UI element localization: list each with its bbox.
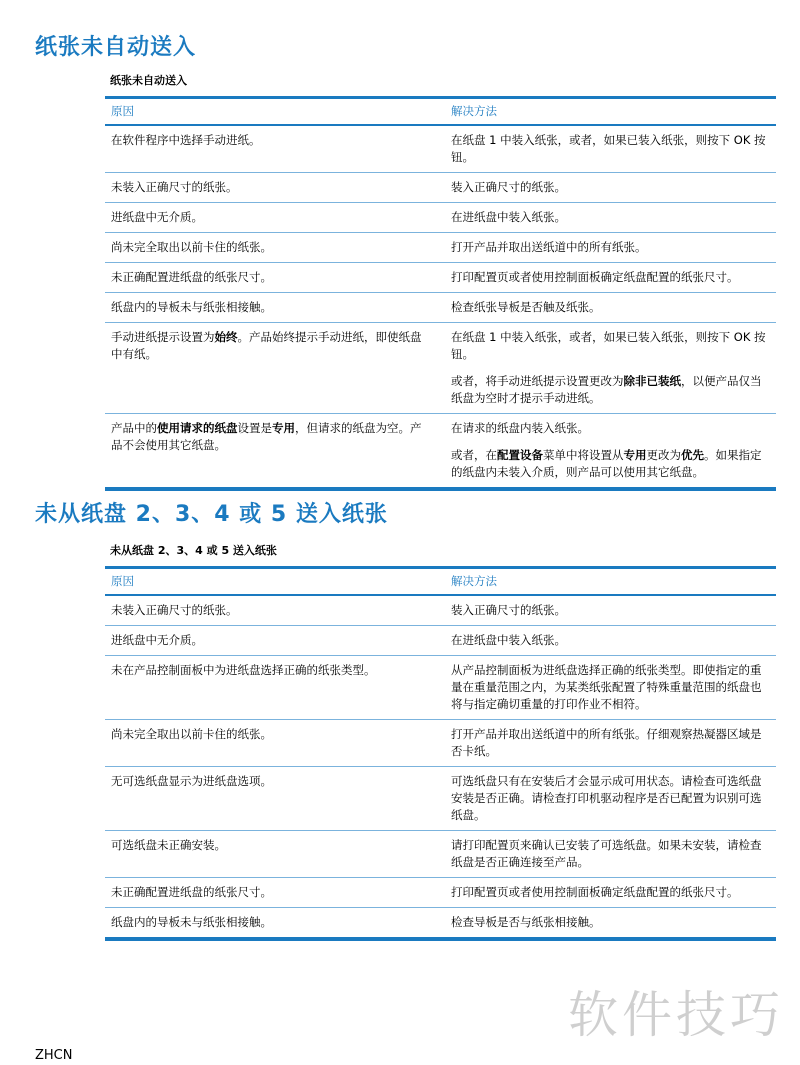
text-segment: 打开产品并取出送纸道中的所有纸张。 (451, 240, 647, 254)
solution-cell (443, 323, 776, 414)
table-row (105, 323, 776, 414)
emphasis-text: 专用 (623, 448, 647, 462)
text-segment: 或者，在 (451, 448, 497, 462)
text-segment: 打开产品并取出送纸道中的所有纸张。仔细观察热凝器区域是否卡纸。 (451, 727, 762, 758)
solution-cell (443, 263, 776, 293)
cause-cell (105, 626, 443, 656)
solution-paragraph (451, 329, 770, 363)
solution-paragraph (451, 420, 770, 437)
text-segment: ，以便产品仅当纸盘为空时才提示手动进纸。 (451, 374, 762, 405)
text-segment: 装入正确尺寸的纸张。 (451, 603, 566, 617)
solution-cell (443, 720, 776, 767)
text-segment: 请打印配置页来确认已安装了可选纸盘。如果未安装，请检查纸盘是否正确连接至产品。 (451, 838, 762, 869)
text-segment: 未装入正确尺寸的纸张。 (111, 180, 238, 194)
text-segment: 在进纸盘中装入纸张。 (451, 210, 566, 224)
solution-paragraph (451, 726, 770, 760)
solution-cell (443, 595, 776, 626)
table-row (105, 595, 776, 626)
text-segment: 在进纸盘中装入纸张。 (451, 633, 566, 647)
text-segment: 进纸盘中无介质。 (111, 633, 203, 647)
text-segment: 在软件程序中选择手动进纸。 (111, 133, 261, 147)
text-segment: 。产品始终提示手动进纸，即使纸盘中有纸。 (111, 330, 422, 361)
solution-paragraph (451, 179, 770, 196)
solution-paragraph (451, 602, 770, 619)
cause-cell (105, 263, 443, 293)
cause-cell (105, 323, 443, 414)
text-segment: 未正确配置进纸盘的纸张尺寸。 (111, 270, 272, 284)
emphasis-text: 除非已装纸 (623, 374, 681, 388)
text-segment: 可选纸盘未正确安装。 (111, 838, 226, 852)
solution-cell (443, 203, 776, 233)
solution-paragraph (451, 773, 770, 824)
table-row (105, 831, 776, 878)
solution-paragraph (451, 269, 770, 286)
solution-cell (443, 125, 776, 173)
section1-table (105, 96, 776, 491)
section2-table-caption: 未从纸盘 2、3、4 或 5 送入纸张 (110, 544, 277, 557)
table-row (105, 293, 776, 323)
text-segment: 打印配置页或者使用控制面板确定纸盘配置的纸张尺寸。 (451, 270, 739, 284)
text-segment: 手动进纸提示设置为 (111, 330, 215, 344)
solution-cell (443, 878, 776, 908)
text-segment: 尚未完全取出以前卡住的纸张。 (111, 240, 272, 254)
text-segment: 检查纸张导板是否触及纸张。 (451, 300, 601, 314)
text-segment: 产品中的 (111, 421, 157, 435)
column-header-solution: 解决方法 (443, 98, 776, 126)
column-header-cause: 原因 (105, 568, 443, 596)
text-segment: 设置是 (237, 421, 272, 435)
emphasis-text: 使用请求的纸盘 (157, 421, 238, 435)
cause-cell (105, 125, 443, 173)
cause-cell (105, 831, 443, 878)
column-header-cause: 原因 (105, 98, 443, 126)
emphasis-text: 始终 (214, 330, 238, 344)
text-segment: 打印配置页或者使用控制面板确定纸盘配置的纸张尺寸。 (451, 885, 739, 899)
solution-paragraph (451, 662, 770, 713)
cause-cell (105, 293, 443, 323)
text-segment: 在纸盘 1 中装入纸张，或者，如果已装入纸张，则按下 OK 按钮。 (451, 330, 766, 361)
table-row (105, 908, 776, 940)
table-row (105, 263, 776, 293)
cause-cell (105, 878, 443, 908)
section2-heading: 未从纸盘 2、3、4 或 5 送入纸张 (35, 502, 388, 527)
solution-cell (443, 656, 776, 720)
solution-cell (443, 293, 776, 323)
cause-cell (105, 656, 443, 720)
text-segment: ，但请求的纸盘为空。产品不会使用其它纸盘。 (111, 421, 422, 452)
table-row (105, 767, 776, 831)
cause-cell (105, 595, 443, 626)
text-segment: 从产品控制面板为进纸盘选择正确的纸张类型。即使指定的重量在重量范围之内，为某类纸张配置了特殊重量范围的纸盘也将与指定确切重量的打印作业不相符。 (451, 663, 762, 711)
text-segment: 未装入正确尺寸的纸张。 (111, 603, 238, 617)
column-header-solution: 解决方法 (443, 568, 776, 596)
text-segment: 菜单中将设置从 (543, 448, 624, 462)
solution-cell (443, 908, 776, 940)
section1-table-caption: 纸张未自动送入 (110, 74, 187, 87)
text-segment: 或者，将手动进纸提示设置更改为 (451, 374, 624, 388)
cause-cell (105, 173, 443, 203)
emphasis-text: 配置设备 (497, 448, 543, 462)
solution-cell (443, 767, 776, 831)
table-row (105, 720, 776, 767)
watermark-logo: 软件技巧 (568, 986, 784, 1044)
text-segment: 纸盘内的导板未与纸张相接触。 (111, 300, 272, 314)
cause-cell (105, 203, 443, 233)
cause-cell (105, 720, 443, 767)
solution-cell (443, 233, 776, 263)
text-segment: 尚未完全取出以前卡住的纸张。 (111, 727, 272, 741)
table-row (105, 203, 776, 233)
table-row (105, 125, 776, 173)
section1-heading: 纸张未自动送入 (35, 35, 197, 60)
page-footer: ZHCN (35, 1048, 73, 1063)
text-segment: 进纸盘中无介质。 (111, 210, 203, 224)
solution-cell (443, 414, 776, 490)
solution-cell (443, 626, 776, 656)
solution-paragraph (451, 132, 770, 166)
table-row (105, 233, 776, 263)
table-row (105, 173, 776, 203)
text-segment: 在请求的纸盘内装入纸张。 (451, 421, 589, 435)
cause-cell (105, 414, 443, 490)
solution-paragraph (451, 209, 770, 226)
text-segment: 未在产品控制面板中为进纸盘选择正确的纸张类型。 (111, 663, 376, 677)
solution-paragraph (451, 373, 770, 407)
solution-paragraph (451, 447, 770, 481)
cause-cell (105, 908, 443, 940)
text-segment: 更改为 (646, 448, 681, 462)
table-row (105, 626, 776, 656)
text-segment: 无可选纸盘显示为进纸盘选项。 (111, 774, 272, 788)
text-segment: 未正确配置进纸盘的纸张尺寸。 (111, 885, 272, 899)
text-segment: 。如果指定的纸盘内未装入介质，则产品可以使用其它纸盘。 (451, 448, 762, 479)
text-segment: 纸盘内的导板未与纸张相接触。 (111, 915, 272, 929)
table-row (105, 656, 776, 720)
solution-paragraph (451, 837, 770, 871)
cause-cell (105, 767, 443, 831)
table-row (105, 414, 776, 490)
table-row (105, 878, 776, 908)
text-segment: 装入正确尺寸的纸张。 (451, 180, 566, 194)
solution-paragraph (451, 632, 770, 649)
solution-paragraph (451, 914, 770, 931)
solution-cell (443, 173, 776, 203)
solution-paragraph (451, 299, 770, 316)
solution-cell (443, 831, 776, 878)
solution-paragraph (451, 239, 770, 256)
text-segment: 在纸盘 1 中装入纸张，或者，如果已装入纸张，则按下 OK 按钮。 (451, 133, 766, 164)
cause-cell (105, 233, 443, 263)
section2-table (105, 566, 776, 941)
solution-paragraph (451, 884, 770, 901)
emphasis-text: 优先 (681, 448, 704, 462)
text-segment: 可选纸盘只有在安装后才会显示成可用状态。请检查可选纸盘安装是否正确。请检查打印机驱动程序是否已配置为识别可选纸盘。 (451, 774, 762, 822)
text-segment: 检查导板是否与纸张相接触。 (451, 915, 601, 929)
emphasis-text: 专用 (272, 421, 295, 435)
